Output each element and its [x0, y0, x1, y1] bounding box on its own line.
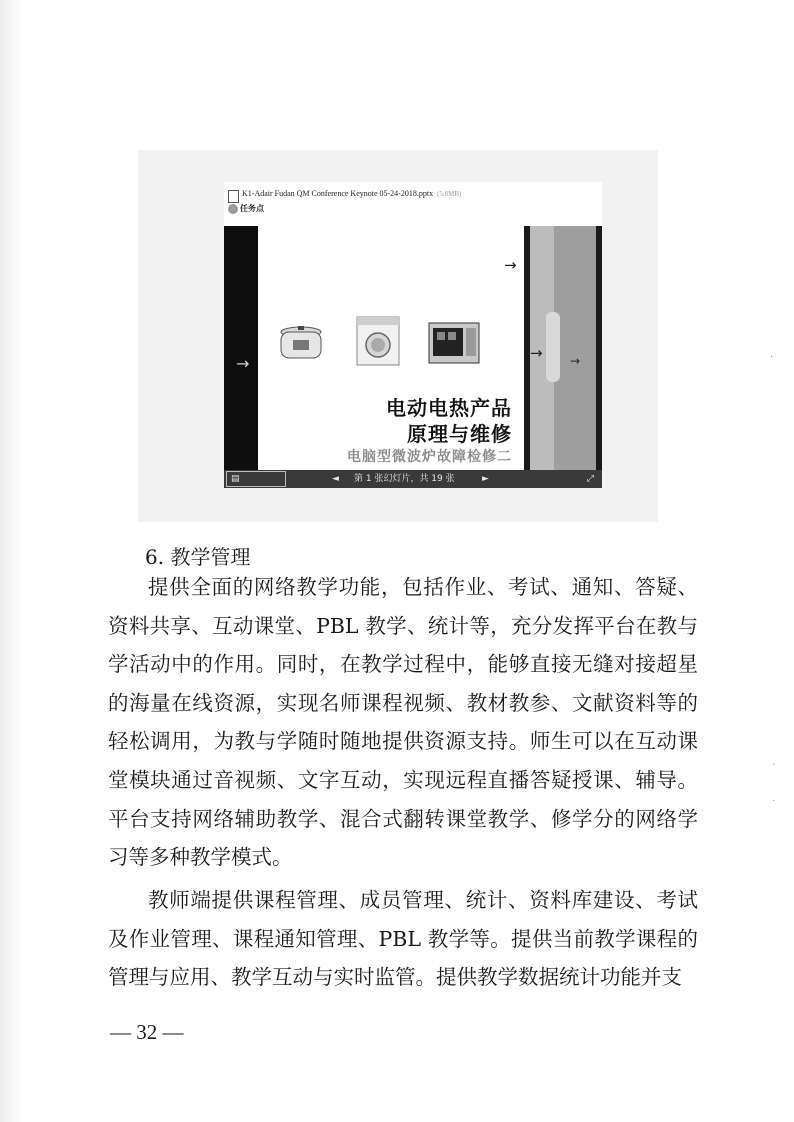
- slide-title-line-1: 电动电热产品: [386, 396, 512, 420]
- file-icon: [228, 190, 239, 203]
- arrow-right-icon: →: [570, 354, 581, 368]
- rice-cooker-image: [276, 324, 326, 362]
- slide-viewer: [224, 182, 602, 488]
- arrow-right-icon: →: [236, 354, 250, 373]
- slide-subtitle: 电脑型微波炉故障检修二: [347, 449, 512, 465]
- slide: [258, 226, 524, 470]
- embedded-screenshot: [138, 150, 658, 522]
- side-image-panel: [504, 226, 602, 470]
- previous-slide-icon[interactable]: ◄: [332, 474, 339, 484]
- slide-counter: 第 1 张幻灯片，共 19 张: [354, 474, 455, 484]
- file-row[interactable]: [228, 188, 598, 204]
- panel-knob: [546, 312, 560, 382]
- scan-speck: ·: [772, 796, 776, 807]
- file-status: (5.8MB): [437, 190, 462, 198]
- thumbnail-icon: ▤: [231, 474, 240, 484]
- page-number: — 32 —: [110, 1020, 184, 1044]
- scan-speck: ·: [772, 760, 776, 771]
- next-slide-icon[interactable]: ►: [482, 474, 489, 484]
- task-point-label: 任务点: [240, 204, 264, 213]
- file-name-text: K1-Adair Fudan QM Conference Keynote 05-24-2018.pptx: [242, 189, 434, 198]
- slide-stage: [224, 226, 602, 470]
- panel-strip: [554, 226, 596, 470]
- microwave-image: [428, 322, 480, 364]
- section-heading: 6. 教学管理: [145, 545, 251, 569]
- paragraph: 教师端提供课程管理、成员管理、统计、资料库建设、考试及作业管理、课程通知管理、PBL 教学等。提供当前教学课程的管理与应用、教学互动与实时监管。提供教学数据统计功能并支: [108, 888, 698, 990]
- thumbnail-toggle-button[interactable]: [226, 471, 286, 487]
- arrow-right-icon: →: [530, 344, 543, 362]
- slide-title-line-2: 原理与维修: [407, 422, 512, 446]
- paragraph: 提供全面的网络教学功能，包括作业、考试、通知、答疑、资料共享、互动课堂、PBL 教学、统计等，充分发挥平台在教与学活动中的作用。同时，在教学过程中，能够直接无缝对接超星的海量在线资源，实现名师课程视频、教材教参、文献资料等的轻松调用，为教与学随时随地提供资源支持。师生可以在互动课堂模块通过音视频、文字互动，实现远程直播答疑授课、辅导。平台支持网络辅助教学、混合式翻转课堂教学、修学分的网络学习等多种教学模式。: [108, 575, 698, 870]
- fullscreen-icon[interactable]: ⤢: [586, 474, 594, 484]
- file-name: [242, 189, 461, 198]
- arrow-right-icon: →: [504, 256, 517, 274]
- washing-machine-image: [356, 316, 400, 366]
- slide-navigation-bar: [224, 470, 602, 488]
- task-point-icon: [228, 204, 238, 214]
- scan-speck: ·: [770, 352, 774, 363]
- scan-shadow: [0, 0, 22, 1122]
